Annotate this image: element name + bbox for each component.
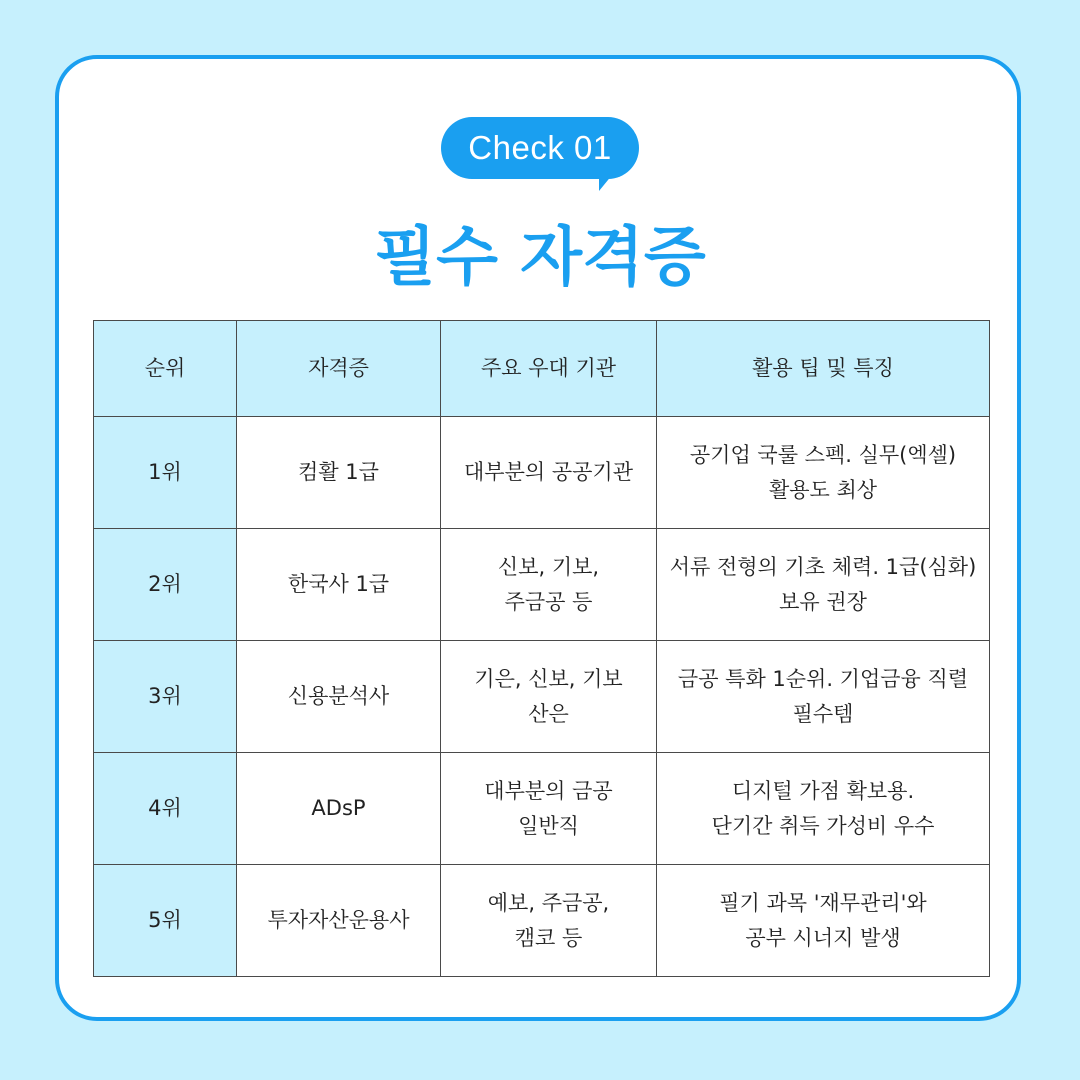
certificate-cell: 투자자산운용사	[237, 865, 441, 977]
tip-cell: 공기업 국룰 스펙. 실무(엑셀) 활용도 최상	[657, 417, 990, 529]
organization-cell: 신보, 기보, 주금공 등	[441, 529, 657, 641]
page-title: 필수 자격증	[374, 221, 706, 295]
table-header-row	[94, 321, 990, 417]
tip-cell: 금공 특화 1순위. 기업금융 직렬 필수템	[657, 641, 990, 753]
header-rank: 순위	[94, 321, 237, 417]
rank-cell: 2위	[94, 529, 237, 641]
certificate-cell: ADsP	[237, 753, 441, 865]
tip-cell: 디지털 가점 확보용. 단기간 취득 가성비 우수	[657, 753, 990, 865]
tip-cell: 서류 전형의 기초 체력. 1급(심화) 보유 권장	[657, 529, 990, 641]
table-row	[94, 529, 990, 641]
header-certificate: 자격증	[237, 321, 441, 417]
table-row	[94, 865, 990, 977]
header-organization: 주요 우대 기관	[441, 321, 657, 417]
header-tips: 활용 팁 및 특징	[657, 321, 990, 417]
rank-cell: 5위	[94, 865, 237, 977]
certificate-cell: 신용분석사	[237, 641, 441, 753]
certificate-table	[93, 320, 990, 977]
organization-cell: 대부분의 금공 일반직	[441, 753, 657, 865]
table-row	[94, 753, 990, 865]
speech-bubble-tail-icon	[599, 169, 617, 191]
rank-cell: 4위	[94, 753, 237, 865]
check-badge-label: Check 01	[441, 117, 639, 179]
tip-cell: 필기 과목 '재무관리'와 공부 시너지 발생	[657, 865, 990, 977]
rank-cell: 3위	[94, 641, 237, 753]
check-badge	[441, 117, 639, 193]
rank-cell: 1위	[94, 417, 237, 529]
table-row	[94, 417, 990, 529]
organization-cell: 예보, 주금공, 캠코 등	[441, 865, 657, 977]
table-row	[94, 641, 990, 753]
certificate-cell: 컴활 1급	[237, 417, 441, 529]
organization-cell: 대부분의 공공기관	[441, 417, 657, 529]
organization-cell: 기은, 신보, 기보 산은	[441, 641, 657, 753]
certificate-cell: 한국사 1급	[237, 529, 441, 641]
